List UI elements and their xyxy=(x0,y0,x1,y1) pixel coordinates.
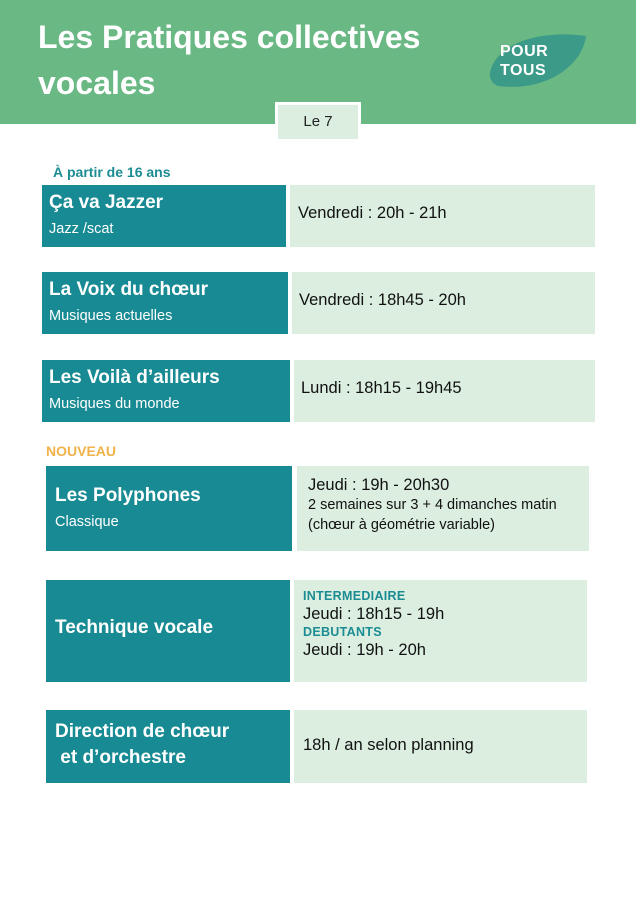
activity-schedule: Jeudi : 19h - 20h30 xyxy=(308,476,450,494)
activity-name: Technique vocale xyxy=(55,617,214,638)
activity-schedule: Lundi : 18h15 - 19h45 xyxy=(301,379,462,397)
age-label: À partir de 16 ans xyxy=(53,164,171,180)
activity-name-box xyxy=(42,272,288,334)
activity-row xyxy=(42,272,595,334)
pour-tous-logo xyxy=(486,32,590,90)
activity-name: Les Voilà d’ailleurs xyxy=(49,367,220,388)
activity-schedule: Jeudi : 18h15 - 19h xyxy=(303,605,445,623)
activity-name-line: et d’orchestre xyxy=(55,747,186,768)
logo-text xyxy=(500,42,548,80)
activity-schedule: Jeudi : 19h - 20h xyxy=(303,641,426,659)
header-banner xyxy=(0,0,636,130)
activity-genre: Musiques actuelles xyxy=(49,308,173,324)
activity-schedule: Vendredi : 18h45 - 20h xyxy=(299,291,466,309)
activity-name-line: Direction de chœur xyxy=(55,721,230,742)
activity-row xyxy=(46,466,589,551)
activity-schedule-box xyxy=(294,360,595,422)
activity-schedule-box xyxy=(297,466,589,551)
activity-schedule-box xyxy=(294,710,587,783)
location-tab-label: Le 7 xyxy=(278,105,358,139)
activity-name-box xyxy=(46,466,292,551)
activity-note: (chœur à géométrie variable) xyxy=(308,517,495,533)
activity-name: Les Polyphones xyxy=(55,485,201,506)
logo-line-1: POUR xyxy=(500,43,549,60)
activity-schedule-box xyxy=(294,580,587,682)
activity-schedule-box xyxy=(290,185,595,247)
activity-genre: Musiques du monde xyxy=(49,396,180,412)
activity-name-box xyxy=(46,710,290,783)
page-title: Les Pratiques collectives vocales xyxy=(38,19,421,101)
activity-row xyxy=(46,710,587,783)
activity-genre: Jazz /scat xyxy=(49,221,114,237)
location-tab xyxy=(275,102,361,142)
activity-name: La Voix du chœur xyxy=(49,279,209,300)
activity-row xyxy=(42,360,595,422)
activity-schedule: 18h / an selon planning xyxy=(303,736,474,754)
activity-frequency: 2 semaines sur 3 + 4 dimanches matin xyxy=(308,497,557,513)
level-label: DEBUTANTS xyxy=(303,625,382,639)
activity-schedule-box xyxy=(292,272,595,334)
activity-name-box xyxy=(42,360,290,422)
activity-row xyxy=(42,185,595,247)
activity-row xyxy=(46,580,587,682)
activity-schedule: Vendredi : 20h - 21h xyxy=(298,204,447,222)
new-label: NOUVEAU xyxy=(46,443,117,459)
activity-name-box xyxy=(42,185,286,247)
activity-name-box xyxy=(46,580,290,682)
level-label: INTERMEDIAIRE xyxy=(303,589,406,603)
logo-line-2: TOUS xyxy=(500,62,547,79)
activity-name: Ça va Jazzer xyxy=(49,192,164,213)
activity-genre: Classique xyxy=(55,514,119,530)
